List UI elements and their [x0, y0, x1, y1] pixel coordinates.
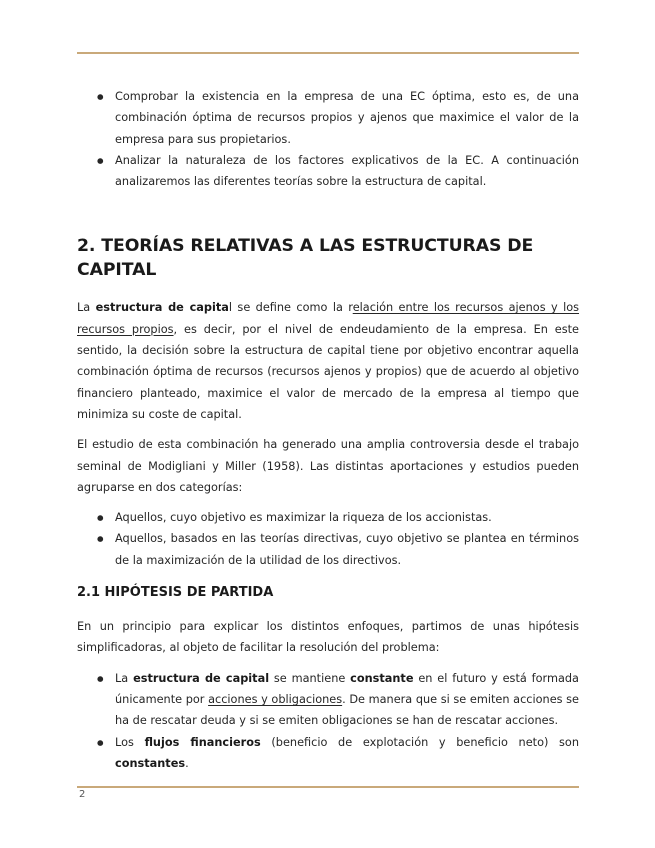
list-item: ● Aquellos, basados en las teorías directivas, cuyo objetivo se plantea en términos de la maximización de la utilidad de los directivos.	[77, 528, 579, 571]
list-item: ● Comprobar la existencia en la empresa de una EC óptima, esto es, de una combinación óptima de recursos propios y ajenos que maximice el valor de la empresa para sus propietarios.	[77, 86, 579, 150]
bold-term: flujos financieros	[144, 735, 261, 749]
list-item: ● Analizar la naturaleza de los factores explicativos de la EC. A continuación analizaremos las diferentes teorías sobre la estructura de capital.	[77, 150, 579, 193]
text-span: . De manera que si se emiten acciones se ha de rescatar deuda y si se emiten obligaciones se han de rescatar acciones.	[115, 692, 579, 728]
paragraph-study: El estudio de esta combinación ha generado una amplia controversia desde el trabajo seminal de Modigliani y Miller (1958). Las distintas aportaciones y estudios pueden agruparse en dos categorías:	[77, 438, 579, 494]
text-span: l se define como la r	[228, 301, 353, 315]
bold-term: constante	[350, 671, 414, 685]
text-span: se mantiene	[269, 671, 351, 685]
paragraph-hypotheses: En un principio para explicar los distintos enfoques, partimos de unas hipótesis simplificadoras, al objeto de facilitar la resolución del problema:	[77, 620, 579, 655]
section-heading: 2. TEORÍAS RELATIVAS A LAS ESTRUCTURAS DE CAPITAL	[77, 236, 534, 281]
page-content	[77, 86, 579, 774]
header-rule	[77, 52, 579, 54]
underlined-term: elación entre los recursos ajenos y los recursos propios	[77, 301, 580, 336]
text-span: La	[115, 671, 134, 685]
text-span: , es decir, por el nivel de endeudamiento de la empresa. En este sentido, la decisión sobre la estructura de capital tiene por objetivo encontrar aquella combinación óptima de recursos (recursos ajenos y propios) que de acuerdo al objetivo financiero planteado, maximice el valor de mercado de la empresa al tiempo que minimiza su coste de capital.	[77, 322, 579, 421]
paragraph-definition	[77, 297, 579, 425]
page-number: 2	[79, 789, 86, 800]
text-span: .	[185, 756, 189, 770]
bold-term: estructura de capita	[95, 301, 229, 315]
intro-bullet-list	[77, 86, 579, 192]
list-item	[77, 668, 579, 732]
text-span: en el futuro y está formada únicamente por	[115, 671, 579, 706]
bold-term: constantes	[115, 756, 186, 770]
list-item	[77, 732, 579, 775]
underlined-term: acciones y obligaciones	[208, 692, 343, 706]
subsection-heading: 2.1 HIPÓTESIS DE PARTIDA	[77, 585, 274, 601]
categories-bullet-list	[77, 507, 579, 571]
text-span: (beneficio de explotación y beneficio neto) son	[260, 735, 580, 749]
text-span: Los	[115, 735, 145, 749]
footer-rule	[77, 786, 579, 788]
hypotheses-bullet-list	[77, 668, 579, 774]
text-span: La	[77, 301, 96, 315]
list-item: ● Aquellos, cuyo objetivo es maximizar la riqueza de los accionistas.	[77, 507, 579, 528]
bold-term: estructura de capital	[133, 671, 270, 685]
